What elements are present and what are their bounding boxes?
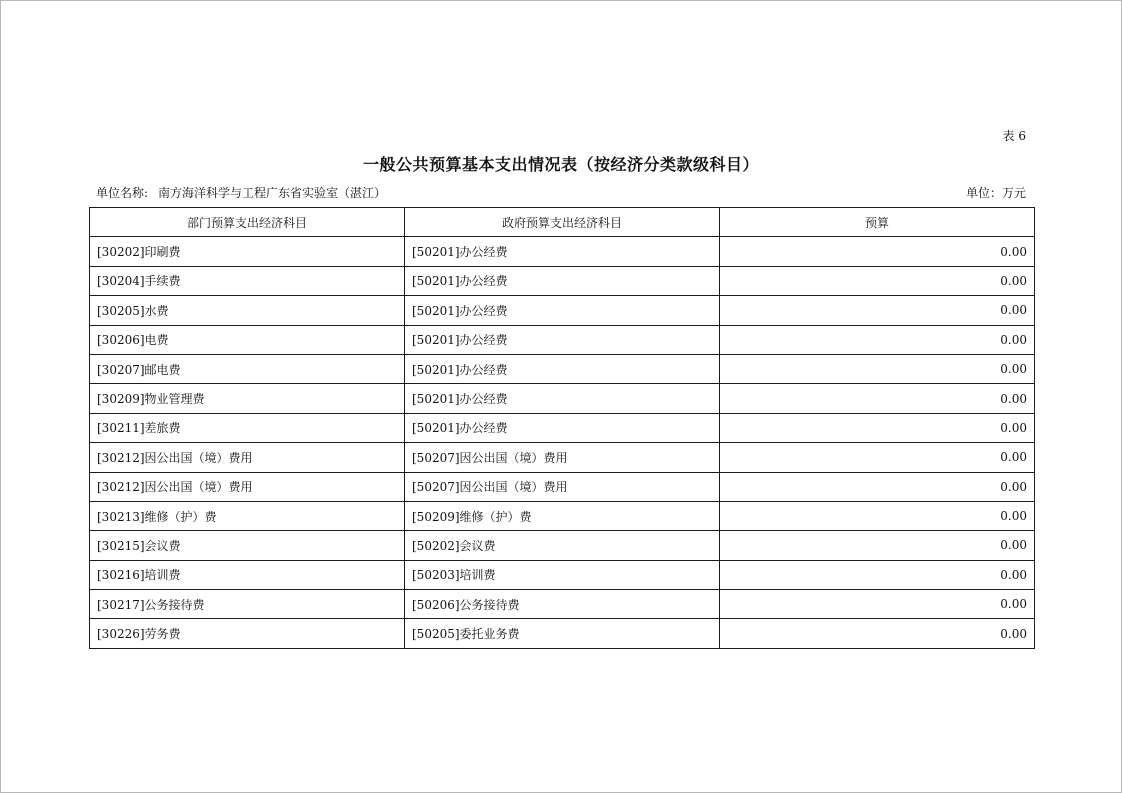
table-row xyxy=(90,237,1035,266)
budget-amount-cell: 0.00 xyxy=(720,354,1035,383)
dept-subject-cell: [30217]公务接待费 xyxy=(90,590,405,619)
budget-amount-cell: 0.00 xyxy=(720,384,1035,413)
budget-amount-cell: 0.00 xyxy=(720,443,1035,472)
gov-subject-cell: [50202]会议费 xyxy=(405,531,720,560)
budget-amount-cell: 0.00 xyxy=(720,560,1035,589)
budget-amount-cell: 0.00 xyxy=(720,296,1035,325)
dept-subject-cell: [30216]培训费 xyxy=(90,560,405,589)
organization-name: 南方海洋科学与工程广东省实验室（湛江） xyxy=(158,186,387,200)
dept-subject-cell: [30206]电费 xyxy=(90,325,405,354)
budget-amount-cell: 0.00 xyxy=(720,266,1035,295)
header-budget: 预算 xyxy=(720,208,1035,237)
budget-amount-cell: 0.00 xyxy=(720,237,1035,266)
table-row xyxy=(90,619,1035,648)
page-title: 一般公共预算基本支出情况表（按经济分类款级科目） xyxy=(362,155,759,174)
gov-subject-cell: [50201]办公经费 xyxy=(405,296,720,325)
gov-subject-cell: [50201]办公经费 xyxy=(405,266,720,295)
dept-subject-cell: [30212]因公出国（境）费用 xyxy=(90,443,405,472)
table-row xyxy=(90,472,1035,501)
budget-amount-cell: 0.00 xyxy=(720,531,1035,560)
gov-subject-cell: [50201]办公经费 xyxy=(405,413,720,442)
table-row xyxy=(90,354,1035,383)
table-header-row xyxy=(90,208,1035,237)
header-dept-subject: 部门预算支出经济科目 xyxy=(90,208,405,237)
gov-subject-cell: [50206]公务接待费 xyxy=(405,590,720,619)
budget-amount-cell: 0.00 xyxy=(720,413,1035,442)
dept-subject-cell: [30205]水费 xyxy=(90,296,405,325)
header-gov-subject: 政府预算支出经济科目 xyxy=(405,208,720,237)
budget-table xyxy=(89,207,1035,649)
dept-subject-cell: [30204]手续费 xyxy=(90,266,405,295)
dept-subject-cell: [30226]劳务费 xyxy=(90,619,405,648)
table-row xyxy=(90,590,1035,619)
table-row xyxy=(90,266,1035,295)
dept-subject-cell: [30215]会议费 xyxy=(90,531,405,560)
dept-subject-cell: [30211]差旅费 xyxy=(90,413,405,442)
currency-unit: 单位：万元 xyxy=(965,186,1026,200)
budget-amount-cell: 0.00 xyxy=(720,501,1035,530)
table-row xyxy=(90,560,1035,589)
table-row xyxy=(90,413,1035,442)
table-row xyxy=(90,443,1035,472)
table-number: 表 6 xyxy=(1002,129,1026,143)
table-row xyxy=(90,296,1035,325)
table-row xyxy=(90,384,1035,413)
gov-subject-cell: [50205]委托业务费 xyxy=(405,619,720,648)
budget-amount-cell: 0.00 xyxy=(720,472,1035,501)
gov-subject-cell: [50203]培训费 xyxy=(405,560,720,589)
gov-subject-cell: [50201]办公经费 xyxy=(405,237,720,266)
table-row xyxy=(90,325,1035,354)
gov-subject-cell: [50209]维修（护）费 xyxy=(405,501,720,530)
gov-subject-cell: [50201]办公经费 xyxy=(405,354,720,383)
unit-info-row xyxy=(96,184,1026,200)
dept-subject-cell: [30202]印刷费 xyxy=(90,237,405,266)
gov-subject-cell: [50201]办公经费 xyxy=(405,384,720,413)
table-body xyxy=(90,237,1035,648)
gov-subject-cell: [50201]办公经费 xyxy=(405,325,720,354)
gov-subject-cell: [50207]因公出国（境）费用 xyxy=(405,443,720,472)
dept-subject-cell: [30207]邮电费 xyxy=(90,354,405,383)
budget-amount-cell: 0.00 xyxy=(720,590,1035,619)
table-row xyxy=(90,501,1035,530)
dept-subject-cell: [30213]维修（护）费 xyxy=(90,501,405,530)
organization-info xyxy=(96,184,386,201)
dept-subject-cell: [30212]因公出国（境）费用 xyxy=(90,472,405,501)
unit-name-label: 单位名称: xyxy=(96,186,149,200)
budget-amount-cell: 0.00 xyxy=(720,619,1035,648)
budget-amount-cell: 0.00 xyxy=(720,325,1035,354)
dept-subject-cell: [30209]物业管理费 xyxy=(90,384,405,413)
table-row xyxy=(90,531,1035,560)
gov-subject-cell: [50207]因公出国（境）费用 xyxy=(405,472,720,501)
